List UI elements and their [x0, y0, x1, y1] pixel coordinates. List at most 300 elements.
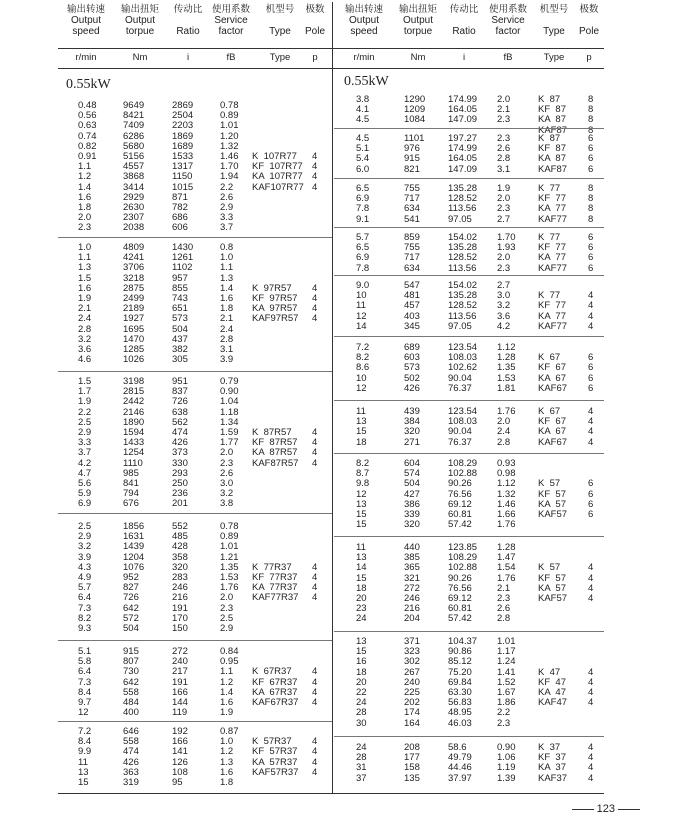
- types-cell: KA 57: [538, 498, 566, 510]
- right-group-4-speed-column: [356, 281, 369, 332]
- sf-cell: 2.1: [497, 582, 511, 594]
- poles-cell: 6: [588, 252, 594, 264]
- right-group-1-speed-column: [356, 134, 369, 175]
- speed-cell: 12: [356, 488, 367, 500]
- right-group-6-torque-column: [404, 407, 420, 448]
- speed-cell: 4.2: [78, 457, 92, 469]
- torque-cell: 345: [404, 320, 420, 332]
- right-group-1-poles-column: [588, 134, 593, 175]
- sf-cell: 3.2: [220, 488, 234, 500]
- torque-cell: 1110: [123, 457, 143, 469]
- ratio-cell: 102.88: [448, 468, 478, 480]
- right-group-7-sf-column: [497, 459, 516, 530]
- sf-cell: 0.87: [220, 726, 239, 737]
- torque-cell: 1695: [123, 323, 145, 335]
- speed-cell: 11: [356, 300, 366, 312]
- ratio-cell: 504: [172, 323, 188, 335]
- torque-cell: 1890: [123, 416, 145, 428]
- sf-cell: 0.8: [220, 242, 234, 253]
- sf-cell: 1.9: [220, 707, 234, 719]
- ratio-cell: 192: [172, 726, 188, 737]
- ratio-cell: 63.30: [448, 686, 472, 698]
- ratio-cell: 305: [172, 354, 188, 366]
- left-header-speed: 输出转速 Output speed: [66, 4, 105, 37]
- speed-cell: 1.6: [78, 191, 92, 203]
- left-header-ratio: 传动比 Ratio: [173, 4, 203, 37]
- sf-cell: 1.21: [220, 551, 239, 563]
- right-group-9-types-column: [538, 668, 567, 709]
- torque-cell: 676: [123, 498, 139, 510]
- right-header-torque: 输出扭矩 Output torpue: [398, 4, 437, 37]
- speed-cell: 8.2: [356, 352, 370, 364]
- sf-cell: 1.76: [497, 406, 516, 417]
- sf-cell: 1.18: [220, 406, 239, 418]
- ratio-cell: 240: [172, 656, 188, 668]
- speed-cell: 31: [356, 762, 367, 774]
- ratio-cell: 474: [172, 426, 188, 438]
- speed-cell: 15: [356, 646, 367, 658]
- types-cell: K 57: [538, 478, 561, 490]
- right-group-8-speed-column: [356, 543, 367, 625]
- speed-cell: 7.8: [356, 262, 370, 274]
- right-group-8-ratio-column: [448, 543, 477, 625]
- speed-cell: 3.7: [78, 447, 92, 459]
- speed-cell: 7.2: [78, 726, 92, 737]
- right-group-9-sf-column: [497, 637, 516, 729]
- speed-cell: 7.2: [356, 342, 370, 353]
- speed-cell: 9.1: [356, 213, 370, 225]
- ratio-cell: 606: [172, 222, 188, 234]
- torque-cell: 321: [404, 572, 420, 584]
- sf-cell: 1.1: [220, 262, 234, 274]
- right-header-service-factor: 使用系数 Service factor: [488, 4, 527, 37]
- types-cell: KF 37: [538, 752, 566, 764]
- torque-cell: 642: [123, 676, 139, 688]
- poles-cell: 8: [588, 114, 594, 126]
- sf-cell: 1.94: [220, 171, 239, 183]
- speed-cell: 1.7: [78, 386, 92, 398]
- sf-cell: 1.53: [220, 571, 239, 583]
- types-cell: KF 57R37: [252, 746, 298, 758]
- left-group-divider: [58, 640, 332, 641]
- speed-cell: 28: [356, 707, 367, 719]
- left-group-3-ratio-column: [172, 522, 188, 634]
- torque-cell: 1927: [123, 313, 145, 325]
- speed-cell: 1.3: [78, 262, 92, 274]
- speed-cell: 6.9: [356, 193, 370, 205]
- right-group-5-torque-column: [404, 343, 420, 394]
- types-cell: K 47: [538, 666, 561, 678]
- sf-cell: 1.2: [220, 746, 234, 758]
- poles-cell: 6: [588, 232, 594, 243]
- left-group-0-sf-column: [220, 101, 239, 233]
- poles-cell: 4: [312, 561, 318, 573]
- poles-cell: 4: [588, 686, 594, 698]
- ratio-cell: 90.86: [448, 646, 472, 658]
- types-cell: KA 67: [538, 426, 566, 438]
- sf-cell: 0.93: [497, 458, 516, 469]
- left-group-4-types-column: [252, 667, 298, 708]
- torque-cell: 2929: [123, 191, 145, 203]
- torque-cell: 976: [404, 143, 420, 155]
- speed-cell: 24: [356, 697, 367, 709]
- right-group-5-ratio-column: [448, 343, 477, 394]
- ratio-cell: 957: [172, 272, 188, 284]
- sf-cell: 2.6: [220, 467, 234, 479]
- sf-cell: 0.89: [220, 110, 239, 122]
- torque-cell: 1631: [123, 531, 145, 543]
- torque-cell: 541: [404, 213, 420, 225]
- types-cell: K 77: [538, 290, 561, 302]
- right-group-10-ratio-column: [448, 743, 472, 784]
- poles-cell: 4: [588, 310, 594, 322]
- right-header-ratio: 传动比 Ratio: [449, 4, 479, 37]
- sf-cell: 1.12: [497, 342, 516, 353]
- right-group-7-torque-column: [404, 459, 420, 530]
- speed-cell: 1.0: [78, 242, 92, 253]
- ratio-cell: 108.29: [448, 458, 478, 469]
- left-header-service-factor: 使用系数 Service factor: [211, 4, 250, 37]
- speed-cell: 6.5: [356, 183, 370, 194]
- left-group-1-types-column: [252, 284, 298, 325]
- speed-cell: 4.6: [78, 354, 92, 366]
- right-group-3-ratio-column: [448, 233, 477, 274]
- right-group-1-torque-column: [404, 134, 424, 175]
- torque-cell: 755: [404, 242, 420, 254]
- poles-cell: 4: [312, 457, 318, 469]
- poles-cell: 4: [312, 151, 318, 162]
- speed-cell: 2.8: [78, 323, 92, 335]
- ratio-cell: 2869: [172, 100, 194, 111]
- types-cell: KAF67: [538, 382, 568, 394]
- poles-cell: 6: [588, 163, 594, 175]
- ratio-cell: 90.26: [448, 572, 472, 584]
- left-group-5-speed-column: [78, 727, 91, 788]
- types-cell: KF 77: [538, 242, 566, 254]
- sf-cell: 2.3: [497, 203, 511, 215]
- torque-cell: 385: [404, 552, 420, 564]
- sf-cell: 0.78: [220, 100, 239, 111]
- poles-cell: 4: [312, 571, 318, 583]
- sf-cell: 1.39: [497, 772, 516, 784]
- torque-cell: 573: [404, 362, 420, 374]
- torque-cell: 2442: [123, 396, 145, 408]
- speed-cell: 6.4: [78, 666, 92, 678]
- poles-cell: 4: [312, 686, 318, 698]
- torque-cell: 2038: [123, 222, 145, 234]
- poles-cell: 6: [588, 478, 594, 490]
- ratio-cell: 69.84: [448, 676, 472, 688]
- types-cell: K 87: [538, 133, 561, 144]
- types-cell: KF 57: [538, 572, 566, 584]
- types-cell: KA 77: [538, 203, 566, 215]
- poles-cell: 8: [588, 183, 594, 194]
- types-cell: KF 77R37: [252, 571, 298, 583]
- poles-cell: 4: [588, 592, 594, 604]
- ratio-cell: 358: [172, 551, 188, 563]
- speed-cell: 2.2: [78, 406, 92, 418]
- ratio-cell: 76.56: [448, 488, 472, 500]
- left-group-2-sf-column: [220, 377, 239, 509]
- page-number: 123: [572, 803, 640, 815]
- sf-cell: 1.17: [497, 646, 516, 658]
- sf-cell: 1.46: [220, 150, 239, 162]
- torque-cell: 1026: [123, 354, 145, 366]
- sf-cell: 1.4: [220, 282, 234, 294]
- unit-divider: [58, 68, 604, 69]
- sf-cell: 2.8: [497, 153, 511, 165]
- torque-cell: 271: [404, 436, 420, 448]
- ratio-cell: 108.03: [448, 352, 478, 364]
- torque-cell: 302: [404, 656, 420, 668]
- left-header-torque: 输出扭矩 Output torpue: [120, 4, 159, 37]
- ratio-cell: 320: [172, 561, 188, 573]
- torque-cell: 320: [404, 519, 420, 531]
- types-cell: KF 87: [538, 104, 566, 116]
- torque-cell: 3706: [123, 262, 145, 274]
- sf-cell: 1.66: [497, 508, 516, 520]
- sf-cell: 1.34: [220, 416, 239, 428]
- types-cell: K 77R37: [252, 561, 292, 573]
- types-cell: KF 67: [538, 362, 566, 374]
- torque-cell: 985: [123, 467, 139, 479]
- sf-cell: 3.8: [220, 498, 234, 510]
- torque-cell: 1290: [404, 94, 426, 105]
- sf-cell: 3.1: [497, 163, 511, 175]
- ratio-cell: 108.03: [448, 416, 478, 428]
- poles-cell: 6: [588, 372, 594, 384]
- poles-cell: 6: [588, 242, 594, 254]
- ratio-cell: 166: [172, 736, 188, 748]
- speed-cell: 5.9: [78, 488, 92, 500]
- sf-cell: 3.2: [497, 300, 511, 312]
- speed-cell: 10: [356, 372, 367, 384]
- poles-cell: 4: [588, 676, 594, 688]
- sf-cell: 0.79: [220, 376, 239, 387]
- sf-cell: 1.19: [497, 762, 516, 774]
- types-cell: KA 97R57: [252, 303, 298, 315]
- types-cell: K 37: [538, 742, 561, 753]
- sf-cell: 0.78: [220, 521, 239, 532]
- sf-cell: 1.70: [497, 232, 516, 243]
- speed-cell: 16: [356, 656, 367, 668]
- left-group-4-sf-column: [220, 647, 239, 718]
- left-group-2-speed-column: [78, 377, 91, 509]
- poles-cell: 6: [588, 352, 594, 364]
- ratio-cell: 113.56: [448, 310, 477, 322]
- torque-cell: 3868: [123, 171, 145, 183]
- torque-cell: 689: [404, 342, 420, 353]
- sf-cell: 2.4: [497, 426, 511, 438]
- speed-cell: 8.2: [78, 612, 92, 624]
- torque-cell: 9649: [123, 100, 145, 111]
- right-group-7-types-column: [538, 479, 567, 520]
- types-cell: K 87R57: [252, 427, 292, 438]
- poles-cell: 4: [588, 436, 594, 448]
- ratio-cell: 743: [172, 292, 188, 304]
- right-group-divider: [334, 400, 604, 401]
- right-group-6-speed-column: [356, 407, 367, 448]
- poles-cell: 6: [588, 488, 594, 500]
- types-cell: KA 57: [538, 582, 566, 594]
- right-group-8-types-column: [538, 563, 567, 604]
- torque-cell: 1433: [123, 437, 145, 449]
- ratio-cell: 437: [172, 333, 188, 345]
- sf-cell: 3.1: [220, 343, 234, 355]
- sf-cell: 1.2: [220, 676, 234, 688]
- sf-cell: 1.01: [497, 636, 516, 647]
- torque-cell: 502: [404, 372, 420, 384]
- right-group-8-poles-column: [588, 563, 593, 604]
- speed-cell: 3.2: [78, 333, 92, 345]
- right-group-0-poles-column: [588, 95, 593, 136]
- ratio-cell: 197.27: [448, 133, 478, 144]
- sf-cell: 2.3: [497, 133, 511, 144]
- types-cell: K 107R77: [252, 151, 297, 162]
- ratio-cell: 85.12: [448, 656, 472, 668]
- types-cell: KAF57R37: [252, 766, 299, 778]
- right-group-1-types-column: [538, 134, 567, 175]
- types-cell: KA 107R77: [252, 171, 303, 183]
- types-cell: KAF57: [538, 508, 568, 520]
- sf-cell: 1.3: [220, 272, 234, 284]
- ratio-cell: 90.04: [448, 372, 472, 384]
- speed-cell: 13: [356, 552, 367, 564]
- speed-cell: 4.5: [356, 114, 370, 126]
- sf-cell: 1.6: [220, 766, 234, 778]
- sf-cell: 1.76: [497, 572, 516, 584]
- left-group-1-sf-column: [220, 243, 233, 365]
- types-cell: KF 67: [538, 416, 566, 428]
- sf-cell: 3.7: [220, 222, 234, 234]
- types-cell: KF 97R57: [252, 292, 298, 304]
- ratio-cell: 951: [172, 376, 188, 387]
- types-cell: KA 37: [538, 762, 566, 774]
- torque-cell: 755: [404, 183, 420, 194]
- ratio-cell: 1102: [172, 262, 193, 274]
- sf-cell: 2.9: [220, 201, 234, 213]
- ratio-cell: 164.05: [448, 104, 478, 116]
- poles-cell: 4: [312, 756, 318, 768]
- right-group-2-speed-column: [356, 184, 369, 225]
- sf-cell: 1.35: [497, 362, 516, 374]
- types-cell: KA 87R57: [252, 447, 298, 459]
- speed-cell: 1.2: [78, 171, 92, 183]
- speed-cell: 1.4: [78, 181, 92, 193]
- speed-cell: 18: [356, 582, 367, 594]
- torque-cell: 646: [123, 726, 139, 737]
- speed-cell: 3.8: [356, 94, 370, 105]
- poles-cell: 6: [588, 143, 594, 155]
- left-group-4-torque-column: [123, 647, 139, 718]
- torque-cell: 2146: [123, 406, 145, 418]
- right-group-3-sf-column: [497, 233, 516, 274]
- ratio-cell: 1261: [172, 252, 194, 264]
- right-group-divider: [334, 336, 604, 337]
- ratio-cell: 837: [172, 386, 188, 398]
- ratio-cell: 686: [172, 212, 188, 224]
- ratio-cell: 97.05: [448, 213, 472, 225]
- poles-cell: 8: [588, 124, 594, 136]
- poles-cell: 4: [588, 762, 594, 774]
- ratio-cell: 283: [172, 571, 188, 583]
- right-group-0-types-column: [538, 95, 567, 136]
- ratio-cell: 123.85: [448, 542, 478, 553]
- sf-cell: 1.59: [220, 426, 239, 438]
- speed-cell: 2.9: [78, 531, 92, 543]
- ratio-cell: 217: [172, 666, 188, 678]
- ratio-cell: 135.28: [448, 242, 478, 254]
- torque-cell: 726: [123, 592, 139, 604]
- speed-cell: 1.1: [78, 252, 92, 264]
- sf-cell: 3.9: [220, 354, 234, 366]
- right-group-1-sf-column: [497, 134, 510, 175]
- right-unit-type: Type: [543, 52, 565, 63]
- speed-cell: 15: [356, 426, 367, 438]
- ratio-cell: 236: [172, 488, 188, 500]
- ratio-cell: 44.46: [448, 762, 472, 774]
- right-header-pole: 极数 Pole: [578, 4, 599, 37]
- poles-cell: 4: [588, 572, 594, 584]
- left-unit-torque: Nm: [132, 52, 148, 63]
- speed-cell: 18: [356, 436, 367, 448]
- sf-cell: 0.95: [220, 656, 239, 668]
- right-group-0-torque-column: [404, 95, 425, 126]
- torque-cell: 1084: [404, 114, 426, 126]
- right-group-5-speed-column: [356, 343, 369, 394]
- ratio-cell: 69.12: [448, 592, 472, 604]
- left-group-1-torque-column: [123, 243, 144, 365]
- ratio-cell: 97.05: [448, 320, 472, 332]
- sf-cell: 1.9: [497, 183, 511, 194]
- right-group-divider: [334, 536, 604, 537]
- right-group-6-ratio-column: [448, 407, 477, 448]
- sf-cell: 1.41: [497, 666, 516, 678]
- ratio-cell: 141: [172, 746, 188, 758]
- types-cell: K 67R37: [252, 666, 292, 678]
- torque-cell: 558: [123, 686, 139, 698]
- torque-cell: 821: [404, 163, 420, 175]
- speed-cell: 0.91: [78, 150, 97, 162]
- torque-cell: 457: [404, 300, 420, 312]
- speed-cell: 9.7: [78, 696, 92, 708]
- right-group-2-torque-column: [404, 184, 420, 225]
- right-group-3-torque-column: [404, 233, 420, 274]
- torque-cell: 474: [123, 746, 139, 758]
- sf-cell: 2.3: [220, 602, 234, 614]
- types-cell: KAF47: [538, 697, 568, 709]
- ratio-cell: 1150: [172, 171, 193, 183]
- torque-cell: 730: [123, 666, 139, 678]
- ratio-cell: 150: [172, 622, 188, 634]
- torque-cell: 440: [404, 542, 420, 553]
- left-group-5-types-column: [252, 737, 298, 778]
- left-header-pole: 极数 Pole: [304, 4, 325, 37]
- right-group-7-speed-column: [356, 459, 369, 530]
- ratio-cell: 216: [172, 592, 188, 604]
- torque-cell: 400: [123, 707, 139, 719]
- torque-cell: 634: [404, 203, 420, 215]
- ratio-cell: 113.56: [448, 203, 477, 215]
- poles-cell: 8: [588, 203, 594, 215]
- sf-cell: 2.7: [497, 213, 511, 225]
- types-cell: KAF87: [538, 124, 568, 136]
- left-group-0-torque-column: [123, 101, 144, 233]
- types-cell: KA 67: [538, 372, 566, 384]
- torque-cell: 1254: [123, 447, 145, 459]
- right-unit-pole: p: [586, 52, 592, 63]
- left-group-3-sf-column: [220, 522, 239, 634]
